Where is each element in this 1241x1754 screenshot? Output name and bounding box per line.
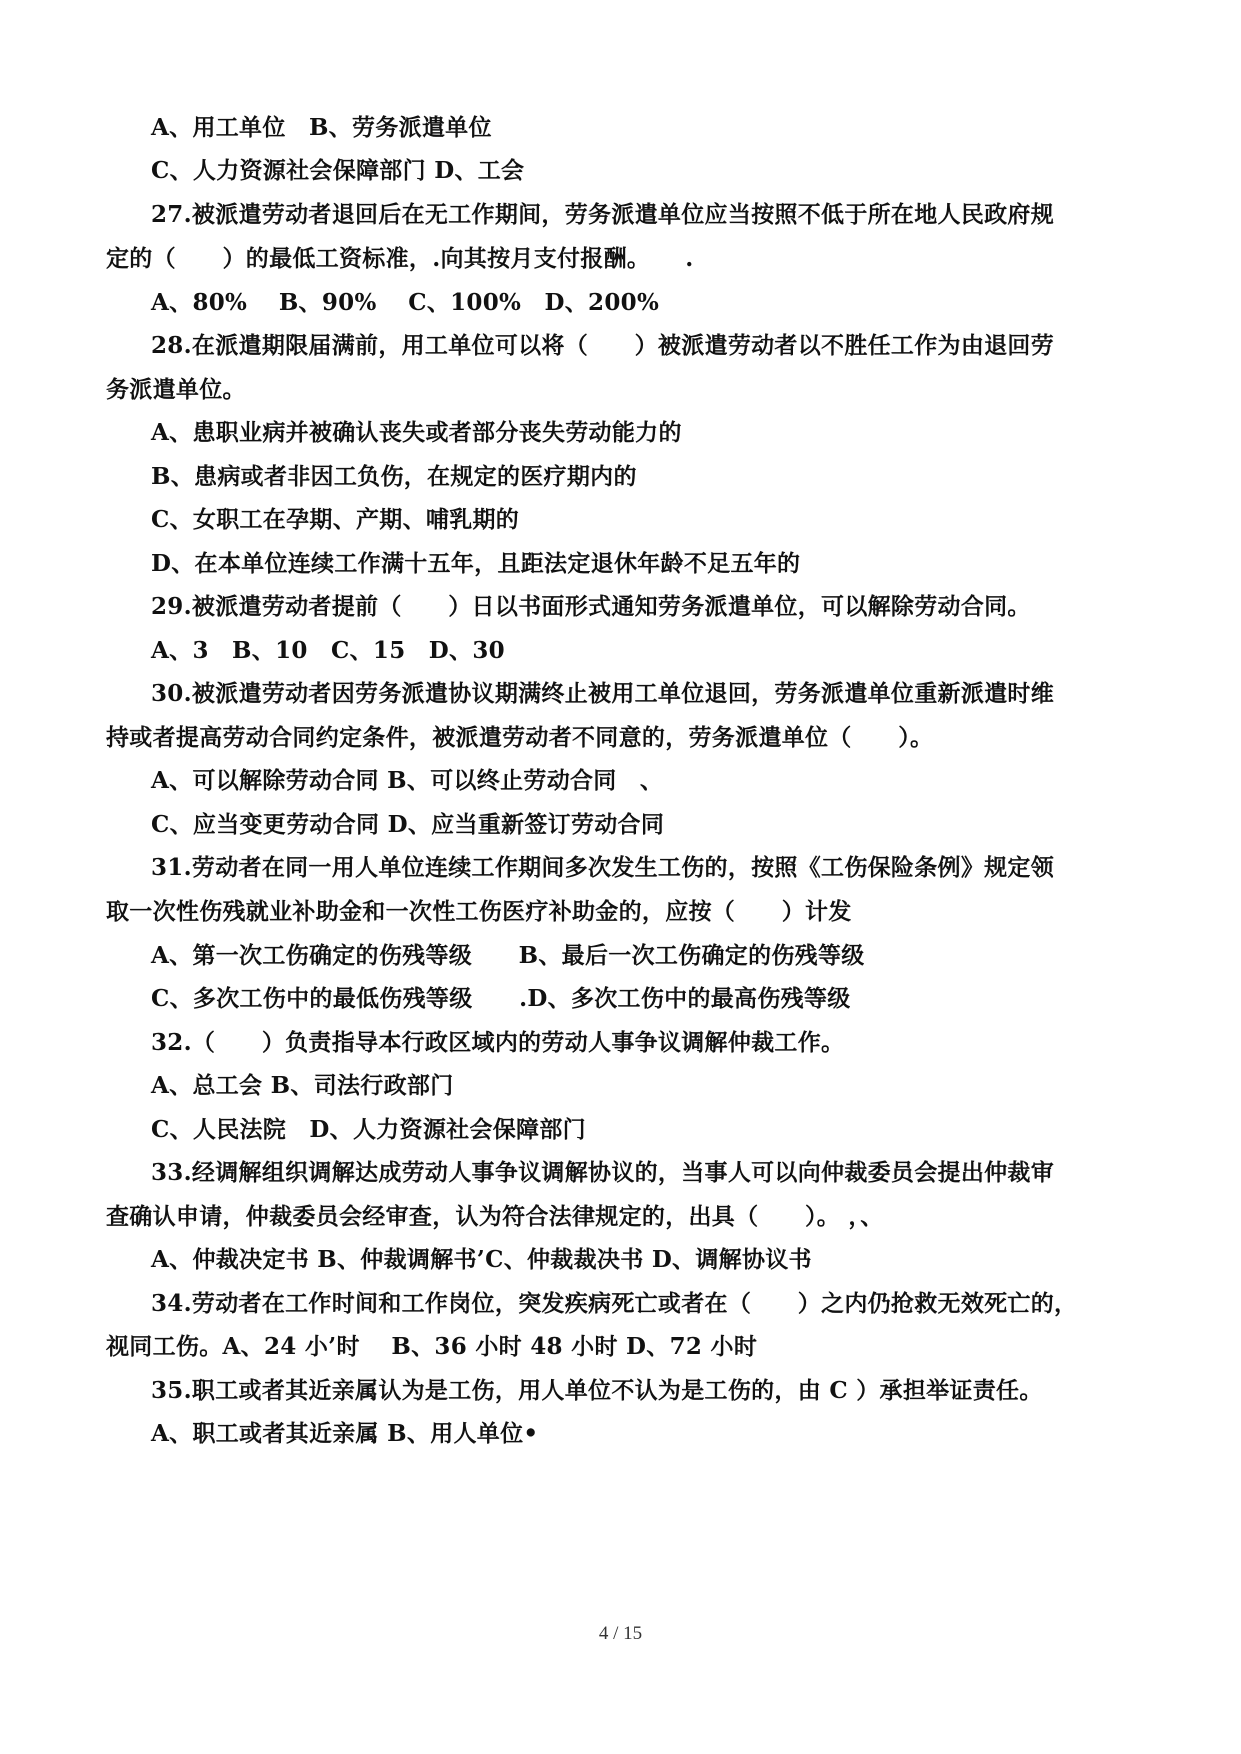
option-line: D、在本单位连续工作满十五年，且距法定退休年龄不足五年的	[151, 550, 801, 577]
question-34: 34.劳动者在工作时间和工作岗位，突发疾病死亡或者在（ ）之内仍抢救无效死亡的，	[151, 1290, 1078, 1317]
question-27-cont: 定的（ ）的最低工资标准，.向其按月支付报酬。 .	[106, 245, 694, 272]
question-30: 30.被派遣劳动者因劳务派遣协议期满终止被用工单位退回，劳务派遣单位重新派遣时维	[151, 680, 1055, 707]
option-line: C、应当变更劳动合同 D、应当重新签订劳动合同	[151, 811, 665, 838]
option-line: C、人力资源社会保障部门 D、工会	[151, 157, 525, 184]
question-27: 27.被派遣劳动者退回后在无工作期间，劳务派遣单位应当按照不低于所在地人民政府规	[151, 201, 1055, 228]
question-32: 32.（ ）负责指导本行政区域内的劳动人事争议调解仲裁工作。	[151, 1029, 845, 1056]
option-line: A、第一次工伤确定的伤残等级 B、最后一次工伤确定的伤残等级	[151, 942, 865, 969]
question-28-cont: 务派遣单位。	[106, 376, 246, 403]
question-33: 33.经调解组织调解达成劳动人事争议调解协议的，当事人可以向仲裁委员会提出仲裁审	[151, 1159, 1055, 1186]
question-28: 28.在派遣期限届满前，用工单位可以将（ ）被派遣劳动者以不胜任工作为由退回劳	[151, 332, 1055, 359]
option-line: C、多次工伤中的最低伤残等级 .D、多次工伤中的最高伤残等级	[151, 985, 851, 1012]
option-line: A、用工单位 B、劳务派遣单位	[151, 114, 492, 141]
question-31-cont: 取一次性伤残就业补助金和一次性工伤医疗补助金的，应按（ ）计发	[106, 898, 852, 925]
option-line: A、患职业病并被确认丧失或者部分丧失劳动能力的	[151, 419, 682, 446]
option-line: A、仲裁决定书 B、仲裁调解书’C、仲裁裁决书 D、调解协议书	[151, 1246, 812, 1273]
option-line: A、职工或者其近亲属 B、用人单位•	[151, 1420, 539, 1447]
question-31: 31.劳动者在同一用人单位连续工作期间多次发生工伤的，按照《工伤保险条例》规定领	[151, 854, 1055, 881]
option-line: A、3 B、10 C、15 D、30	[151, 637, 505, 664]
question-29: 29.被派遣劳动者提前（ ）日以书面形式通知劳务派遣单位，可以解除劳动合同。	[151, 593, 1031, 620]
option-line: A、可以解除劳动合同 B、可以终止劳动合同 、	[151, 767, 664, 794]
question-30-cont: 持或者提高劳动合同约定条件，被派遣劳动者不同意的，劳务派遣单位（ ）。	[106, 724, 934, 751]
option-line: C、女职工在孕期、产期、哺乳期的	[151, 506, 520, 533]
question-33-cont: 查确认申请，仲裁委员会经审查，认为符合法律规定的，出具（ ）。 ，、	[106, 1203, 884, 1230]
option-line: B、患病或者非因工负伤，在规定的医疗期内的	[151, 463, 637, 490]
option-line: A、总工会 B、司法行政部门	[151, 1072, 454, 1099]
page-number: 4 / 15	[598, 1623, 643, 1644]
option-line: C、人民法院 D、人力资源社会保障部门	[151, 1116, 586, 1143]
question-35: 35.职工或者其近亲属认为是工伤，用人单位不认为是工伤的，由 C ）承担举证责任。	[151, 1377, 1043, 1404]
question-34-cont: 视同工伤。A、24 小’时 B、36 小时 48 小时 D、72 小时	[106, 1333, 758, 1360]
option-line: A、80% B、90% C、100% D、200%	[151, 289, 660, 316]
